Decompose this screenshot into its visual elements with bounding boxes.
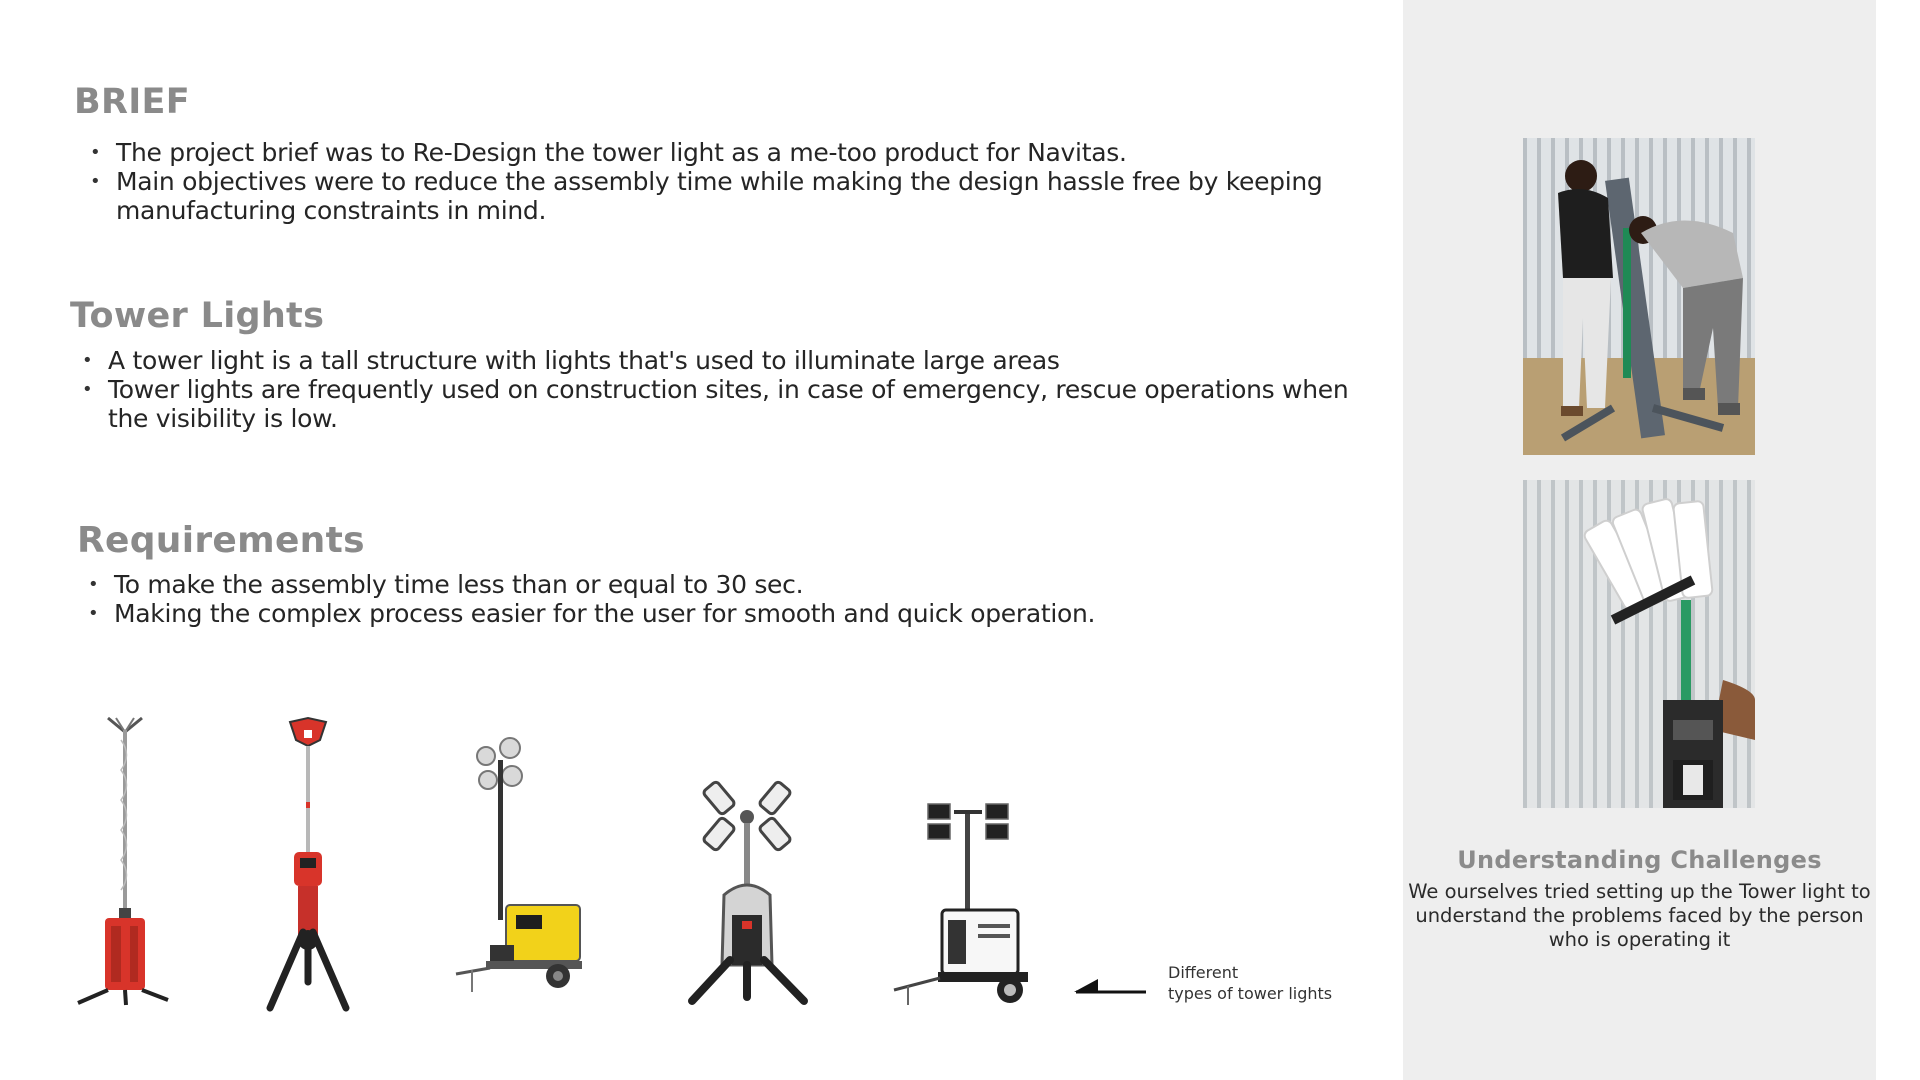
- tower-bullet-1: • A tower light is a tall structure with lights that's used to illuminate large areas: [80, 346, 1350, 375]
- tower-light-4-image: [680, 775, 820, 1005]
- requirement-bullet-1: • To make the assembly time less than or equal to 30 sec.: [86, 570, 1336, 599]
- tower-light-2-image: [258, 712, 358, 1012]
- understanding-challenges-text: We ourselves tried setting up the Tower light to understand the problems faced by the person who is operating it: [1408, 880, 1871, 951]
- tower-light-3-image: [450, 730, 590, 1000]
- gallery-caption-line-2: types of tower lights: [1168, 984, 1333, 1003]
- understanding-challenges-title: Understanding Challenges: [1457, 846, 1822, 874]
- assembly-photo-1: [1523, 138, 1755, 455]
- requirements-bullets: [86, 570, 1336, 628]
- tower-light-5-image: [888, 800, 1038, 1015]
- assembly-photo-2: [1523, 480, 1755, 808]
- gallery-caption: [1168, 962, 1332, 1004]
- tower-lights-bullets: [80, 346, 1350, 433]
- tower-bullet-2: • Tower lights are frequently used on construction sites, in case of emergency, rescue operations when the visibility is low.: [80, 375, 1350, 433]
- tower-lights-heading: Tower Lights: [70, 296, 325, 336]
- tower-light-1-image: [70, 710, 180, 1010]
- arrow-left-icon: [1072, 976, 1150, 996]
- brief-heading: BRIEF: [74, 82, 190, 122]
- requirement-bullet-2: • Making the complex process easier for the user for smooth and quick operation.: [86, 599, 1336, 628]
- brief-bullet-1: • The project brief was to Re-Design the tower light as a me-too product for Navitas.: [88, 138, 1338, 167]
- brief-bullets: [88, 138, 1338, 225]
- gallery-caption-line-1: Different: [1168, 963, 1239, 982]
- requirements-heading: Requirements: [77, 520, 365, 561]
- brief-bullet-2: • Main objectives were to reduce the assembly time while making the design hassle free by keeping manufacturing constraints in mind.: [88, 167, 1338, 225]
